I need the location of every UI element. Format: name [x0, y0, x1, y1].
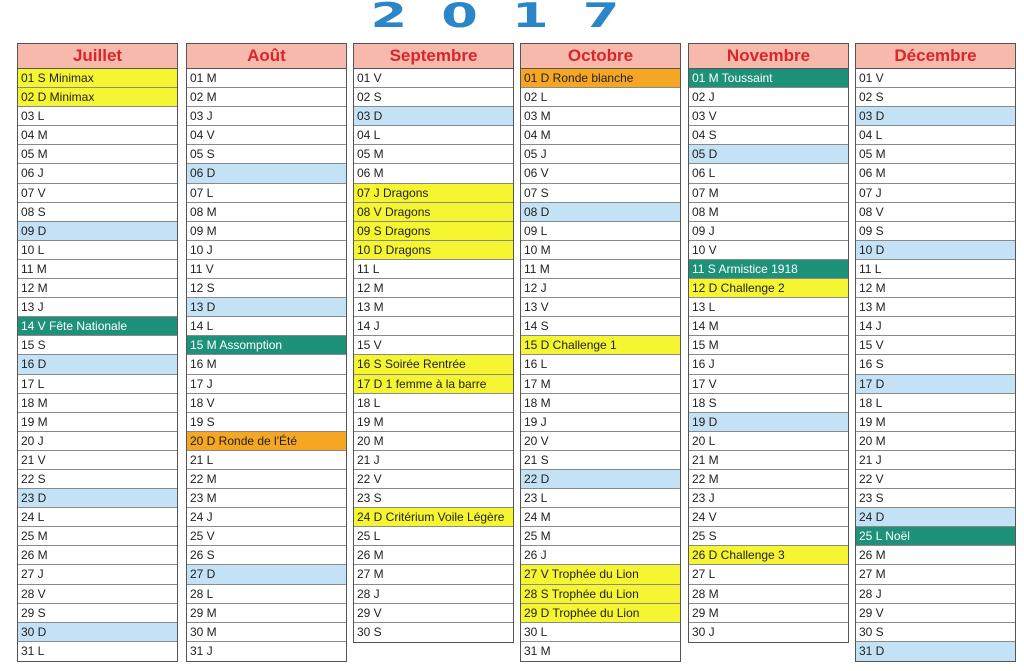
day-row: 08 D [521, 203, 680, 222]
day-row: 05 S [187, 145, 346, 164]
day-row: 03 D [856, 107, 1015, 126]
day-row: 22 S [18, 470, 177, 489]
day-row: 17 L [18, 375, 177, 394]
day-row: 30 D [18, 623, 177, 642]
day-row: 06 M [856, 164, 1015, 183]
month-column [520, 43, 681, 662]
day-row: 22 V [354, 470, 513, 489]
day-row: 24 J [187, 508, 346, 527]
day-row: 23 J [689, 489, 848, 508]
day-row: 13 L [689, 298, 848, 317]
day-row: 31 J [190, 643, 213, 658]
month-column [855, 43, 1016, 662]
day-row: 23 S [354, 489, 513, 508]
day-row: 12 M [856, 279, 1015, 298]
day-row: 12 M [18, 279, 177, 298]
day-row: 12 M [354, 279, 513, 298]
day-row: 05 M [856, 145, 1015, 164]
day-row: 27 M [354, 565, 513, 584]
day-row: 06 J [18, 164, 177, 183]
day-row: 25 L Noël [856, 527, 1015, 546]
day-row: 08 M [187, 203, 346, 222]
day-row: 20 V [521, 432, 680, 451]
day-row: 02 J [689, 88, 848, 107]
day-row: 28 M [689, 585, 848, 604]
day-row: 03 L [18, 107, 177, 126]
day-row: 03 V [689, 107, 848, 126]
day-row: 19 S [187, 413, 346, 432]
day-row: 11 S Armistice 1918 [689, 260, 848, 279]
day-row: 04 M [521, 126, 680, 145]
day-row: 04 M [18, 126, 177, 145]
day-row: 11 M [18, 260, 177, 279]
day-row: 06 V [521, 164, 680, 183]
day-row: 30 S [357, 624, 382, 639]
day-row: 29 D Trophée du Lion [521, 604, 680, 623]
day-row: 10 M [521, 241, 680, 260]
day-row: 30 J [692, 624, 715, 639]
day-row: 19 M [354, 413, 513, 432]
day-row: 26 M [354, 546, 513, 565]
day-row: 21 J [354, 451, 513, 470]
day-row: 14 L [187, 317, 346, 336]
day-row: 31 M [524, 643, 551, 658]
day-row: 16 J [689, 355, 848, 374]
day-row: 07 L [187, 184, 346, 203]
month-header: Octobre [521, 44, 680, 69]
day-row: 16 S [856, 355, 1015, 374]
month-column [688, 43, 849, 643]
day-row: 20 L [689, 432, 848, 451]
day-row: 28 S Trophée du Lion [521, 585, 680, 604]
day-row: 16 S Soirée Rentrée [354, 355, 513, 374]
day-row: 20 J [18, 432, 177, 451]
day-row: 29 S [18, 604, 177, 623]
day-row: 05 M [354, 145, 513, 164]
day-row: 18 L [856, 394, 1015, 413]
month-header: Août [187, 44, 346, 69]
day-row: 20 M [354, 432, 513, 451]
day-row: 10 J [187, 241, 346, 260]
day-row: 03 D [354, 107, 513, 126]
month-header: Novembre [689, 44, 848, 69]
day-row: 25 L [354, 527, 513, 546]
day-row: 12 J [521, 279, 680, 298]
day-row: 06 L [689, 164, 848, 183]
day-row: 21 M [689, 451, 848, 470]
day-row: 15 V [354, 336, 513, 355]
day-row: 17 V [689, 375, 848, 394]
day-row: 01 M Toussaint [689, 69, 848, 88]
day-row: 28 V [18, 585, 177, 604]
day-row: 28 J [354, 585, 513, 604]
day-row: 27 L [689, 565, 848, 584]
day-row: 24 M [521, 508, 680, 527]
day-row: 05 J [521, 145, 680, 164]
day-row: 23 M [187, 489, 346, 508]
day-row: 18 S [689, 394, 848, 413]
day-row: 11 L [856, 260, 1015, 279]
day-row: 07 M [689, 184, 848, 203]
day-row: 15 D Challenge 1 [521, 336, 680, 355]
day-row: 19 J [521, 413, 680, 432]
day-row: 31 L [21, 643, 45, 658]
day-row: 02 M [187, 88, 346, 107]
day-row: 04 L [354, 126, 513, 145]
day-row: 26 D Challenge 3 [689, 546, 848, 565]
day-row: 15 S [18, 336, 177, 355]
day-row: 26 S [187, 546, 346, 565]
day-row: 08 S [18, 203, 177, 222]
calendar-year-title: 2017 [370, 0, 654, 36]
month-header: Juillet [18, 44, 177, 69]
day-row: 21 L [187, 451, 346, 470]
day-row: 05 D [689, 145, 848, 164]
day-row: 22 M [689, 470, 848, 489]
day-row: 03 J [187, 107, 346, 126]
day-row: 27 J [18, 565, 177, 584]
day-row: 29 V [856, 604, 1015, 623]
day-row: 01 V [856, 69, 1015, 88]
day-row: 07 J Dragons [354, 184, 513, 203]
day-row: 18 L [354, 394, 513, 413]
day-row: 03 M [521, 107, 680, 126]
day-row: 16 L [521, 355, 680, 374]
day-row: 07 J [856, 184, 1015, 203]
day-row: 28 L [187, 585, 346, 604]
day-row: 05 M [18, 145, 177, 164]
day-row: 08 M [689, 203, 848, 222]
day-row: 02 S [354, 88, 513, 107]
day-row: 04 V [187, 126, 346, 145]
day-row: 28 J [856, 585, 1015, 604]
day-row: 26 M [856, 546, 1015, 565]
day-row: 30 S [856, 623, 1015, 642]
day-row: 17 J [187, 375, 346, 394]
day-row: 15 V [856, 336, 1015, 355]
day-row: 21 S [521, 451, 680, 470]
day-row: 09 S Dragons [354, 222, 513, 241]
month-column [17, 43, 178, 662]
day-row: 09 M [187, 222, 346, 241]
day-row: 18 M [521, 394, 680, 413]
day-row: 23 D [18, 489, 177, 508]
day-row: 17 M [521, 375, 680, 394]
day-row: 13 M [354, 298, 513, 317]
day-row: 21 J [856, 451, 1015, 470]
day-row: 16 D [18, 355, 177, 374]
day-row: 08 V Dragons [354, 203, 513, 222]
day-row: 26 J [521, 546, 680, 565]
day-row: 10 L [18, 241, 177, 260]
day-row: 04 L [856, 126, 1015, 145]
day-row: 27 M [856, 565, 1015, 584]
day-row: 21 V [18, 451, 177, 470]
day-row: 19 M [18, 413, 177, 432]
day-row: 13 V [521, 298, 680, 317]
day-row: 25 V [187, 527, 346, 546]
month-header: Décembre [856, 44, 1015, 69]
day-row: 26 M [18, 546, 177, 565]
day-row: 13 M [856, 298, 1015, 317]
day-row: 02 D Minimax [18, 88, 177, 107]
day-row: 25 S [689, 527, 848, 546]
day-row: 23 L [521, 489, 680, 508]
day-row: 15 M [689, 336, 848, 355]
day-row: 24 V [689, 508, 848, 527]
day-row: 01 D Ronde blanche [521, 69, 680, 88]
day-row: 11 L [354, 260, 513, 279]
day-row: 19 M [856, 413, 1015, 432]
day-row: 09 L [521, 222, 680, 241]
day-row: 29 M [187, 604, 346, 623]
day-row: 29 V [354, 604, 513, 623]
month-column [186, 43, 347, 662]
day-row: 10 D Dragons [354, 241, 513, 260]
day-row: 10 D [856, 241, 1015, 260]
day-row: 14 S [521, 317, 680, 336]
day-row: 13 D [187, 298, 346, 317]
day-row: 24 L [18, 508, 177, 527]
day-row: 18 M [18, 394, 177, 413]
day-row: 01 M [187, 69, 346, 88]
day-row: 06 M [354, 164, 513, 183]
day-row: 09 D [18, 222, 177, 241]
day-row: 23 S [856, 489, 1015, 508]
day-row: 31 D [856, 642, 1015, 661]
day-row: 30 L [521, 623, 680, 642]
month-column [353, 43, 514, 643]
day-row: 22 D [521, 470, 680, 489]
day-row: 14 J [856, 317, 1015, 336]
day-row: 13 J [18, 298, 177, 317]
day-row: 22 V [856, 470, 1015, 489]
day-row: 14 M [689, 317, 848, 336]
month-header: Septembre [354, 44, 513, 69]
day-row: 11 V [187, 260, 346, 279]
day-row: 14 J [354, 317, 513, 336]
day-row: 19 D [689, 413, 848, 432]
day-row: 15 M Assomption [187, 336, 346, 355]
day-row: 18 V [187, 394, 346, 413]
day-row: 12 S [187, 279, 346, 298]
day-row: 10 V [689, 241, 848, 260]
day-row: 01 V [354, 69, 513, 88]
day-row: 07 V [18, 184, 177, 203]
day-row: 27 V Trophée du Lion [521, 565, 680, 584]
day-row: 20 M [856, 432, 1015, 451]
day-row: 25 M [18, 527, 177, 546]
day-row: 02 S [856, 88, 1015, 107]
day-row: 09 S [856, 222, 1015, 241]
day-row: 20 D Ronde de l'Été [187, 432, 346, 451]
day-row: 09 J [689, 222, 848, 241]
day-row: 24 D Critérium Voile Légère [354, 508, 513, 527]
day-row: 04 S [689, 126, 848, 145]
day-row: 08 V [856, 203, 1015, 222]
day-row: 14 V Fête Nationale [18, 317, 177, 336]
day-row: 27 D [187, 565, 346, 584]
day-row: 11 M [521, 260, 680, 279]
day-row: 06 D [187, 164, 346, 183]
day-row: 17 D [856, 375, 1015, 394]
day-row: 02 L [521, 88, 680, 107]
day-row: 22 M [187, 470, 346, 489]
day-row: 12 D Challenge 2 [689, 279, 848, 298]
day-row: 07 S [521, 184, 680, 203]
day-row: 30 M [187, 623, 346, 642]
day-row: 01 S Minimax [18, 69, 177, 88]
day-row: 29 M [689, 604, 848, 623]
day-row: 24 D [856, 508, 1015, 527]
day-row: 17 D 1 femme à la barre [354, 375, 513, 394]
day-row: 25 M [521, 527, 680, 546]
day-row: 16 M [187, 355, 346, 374]
